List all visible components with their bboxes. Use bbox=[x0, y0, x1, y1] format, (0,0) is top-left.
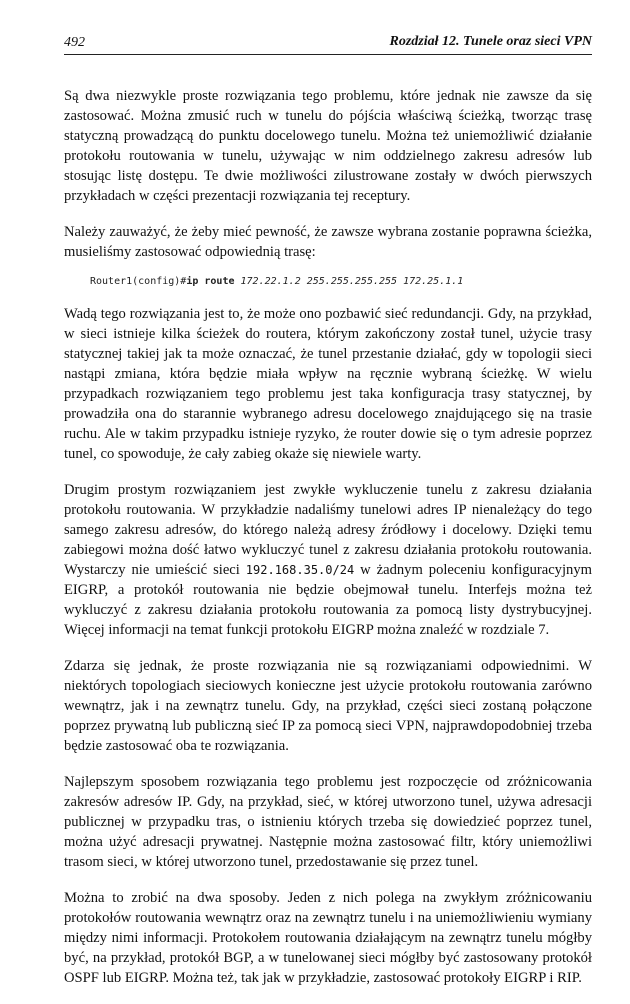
code-prompt: Router1(config)# bbox=[90, 276, 187, 287]
body-text bbox=[64, 86, 592, 1004]
paragraph-3: Wadą tego rozwiązania jest to, że może ono pozbawić sieć redundancji. Gdy, na przykład, w sieci istnieje kilka ścieżek do routera, którym zakończony został tunel, użycie trasy statycznej takiej jak ta może oznaczać, że tunel przestanie działać, gdy w topologii sieci nastąpi zmiana, która będzie miała wpływ na ręcznie wybraną ścieżkę. W wielu przypadkach rozwiązaniem tego problemu jest taka konfiguracja trasy statycznej, by prowadziła ona do starannie wybranego adresu docelowego znajdującego się na trasie ruchu. Ale w takim przypadku istnieje ryzyko, że router dowie się o tym adresie poprzez tunel, co spowoduje, że cały zabieg okaże się niewiele warty. bbox=[64, 306, 592, 462]
network-address: 192.168.35.0/24 bbox=[245, 563, 355, 577]
paragraph-4-text-a: Drugim prostym rozwiązaniem jest zwykłe wykluczenie tunelu z zakresu działania protokołu routowania. W przykładzie nadaliśmy tunelowi adres IP nienależący do tego samego zakresu adresów, do którego należą adresy źródłowy i docelowy. Dzięki temu zabiegowi można dość łatwo wykluczyć tunel z zakresu działania protokołu routowania. Wystarczy nie umieścić sieci bbox=[64, 482, 592, 578]
code-example bbox=[90, 274, 592, 290]
paragraph-2: Należy zauważyć, że żeby mieć pewność, że zawsze wybrana zostanie poprawna ścieżka, musieliśmy zastosować odpowiednią trasę: bbox=[64, 224, 592, 260]
paragraph-4-text-b: w żadnym poleceniu konfiguracyjnym EIGRP, a protokół routowania nie będzie obejmował tunelu. Interfejs można też wykluczyć z zakresu działania protokołu routowania za pomocą listy dystrybucyjnej. Więcej informacji na temat funkcji protokołu EIGRP można znaleźć w rozdziale 7. bbox=[64, 562, 592, 638]
code-command: ip route bbox=[186, 276, 235, 287]
paragraph-5: Zdarza się jednak, że proste rozwiązania nie są rozwiązaniami odpowiednimi. W niektórych topologiach sieciowych konieczne jest użycie protokołu routowania zarówno wewnątrz, jak i na zewnątrz tunelu. Gdy, na przykład, części sieci zostaną połączone poprzez prywatną lub publiczną sieć IP za pomocą sieci VPN, najprawdopodobniej trzeba będzie zastosować oba te rozwiązania. bbox=[64, 658, 592, 754]
paragraph-7: Można to zrobić na dwa sposoby. Jeden z nich polega na zwykłym zróżnicowaniu protokołów routowania wewnątrz oraz na zewnątrz tunelu i na uniemożliwieniu wymiany między nimi informacji. Protokołem routowania działającym na zewnątrz tunelu mógłby być, na przykład, protokół BGP, a w tunelowanej sieci mógłby być zastosowany protokół OSPF lub EIGRP. Można też, tak jak w przykładzie, zastosować protokoły EIGRP i RIP. bbox=[64, 890, 592, 986]
page-header bbox=[64, 34, 592, 55]
running-title: Rozdział 12. Tunele oraz sieci VPN bbox=[389, 34, 592, 49]
paragraph-4 bbox=[64, 480, 592, 640]
code-arguments: 172.22.1.2 255.255.255.255 172.25.1.1 bbox=[234, 276, 464, 287]
paragraph-6: Najlepszym sposobem rozwiązania tego problemu jest rozpoczęcie od zróżnicowania zakresów adresów IP. Gdy, na przykład, sieć, w której utworzono tunel, używa adresacji publicznej w przypadku tras, o istnieniu których trzeba się dowiedzieć poprzez tunel, można użyć adresacji prywatnej. Następnie można zastosować filtr, który uniemożliwi trasom sieci, w której utworzono tunel, przedostawanie się przez tunel. bbox=[64, 774, 592, 870]
page-number: 492 bbox=[64, 35, 85, 50]
paragraph-1: Są dwa niezwykle proste rozwiązania tego problemu, które jednak nie zawsze da się zastosować. Można zmusić ruch w tunelu do pójścia właściwą ścieżką, tworząc trasę statyczną prowadzącą do punktu docelowego tunelu. Można też uniemożliwić działanie protokołu routowania w tunelu, używając w nim oddzielnego zakresu adresów lub stosując listę dostępu. Te dwie możliwości zilustrowane zostały w dwóch pierwszych przykładach w części prezentacji rozwiązania tej receptury. bbox=[64, 88, 592, 204]
